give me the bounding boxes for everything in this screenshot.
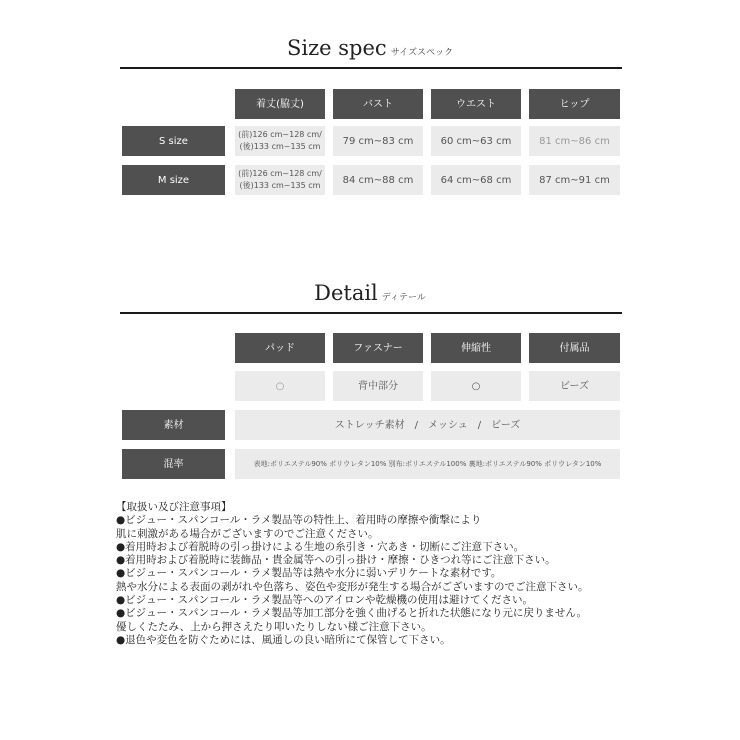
material-value: ストレッチ素材 / メッシュ / ビーズ <box>235 410 620 440</box>
pad-value: ○ <box>235 371 325 401</box>
s-length-back: (後)133 cm~135 cm <box>239 142 321 151</box>
m-length-back: (後)133 cm~135 cm <box>239 181 321 190</box>
care-note-line: ●ビジュー・スパンコール・ラメ製品等の特性上、着用時の摩擦や衝撃により <box>116 514 482 527</box>
header-length: 着丈(脇丈) <box>235 89 325 119</box>
care-note-line: ●ビジュー・スパンコール・ラメ製品等へのアイロンや乾燥機の使用は避けてください。 <box>116 594 533 607</box>
detail-title: Detail <box>314 281 378 305</box>
accessory-value: ビーズ <box>529 371 620 401</box>
care-note-line: 肌に刺激がある場合がございますのでご注意ください。 <box>116 527 379 540</box>
blend-value: 表地:ポリエステル90% ポリウレタン10% 別布:ポリエステル100% 裏地:ポリエステル90% ポリウレタン10% <box>235 449 620 479</box>
care-note-line: 熱や水分による表面の剥がれや色落ち、姿色や変形が発生する場合がございますのでご注意下さい。 <box>116 580 589 593</box>
detail-subtitle: ディテール <box>381 293 426 303</box>
care-note-line: ●着用時および着脱時に装飾品・貴金属等への引っ掛け・摩擦・ひきつれ等にご注意下さい。 <box>116 554 556 567</box>
row-label-s: S size <box>122 126 225 156</box>
material-label: 素材 <box>122 410 225 440</box>
header-pad: パッド <box>235 333 325 363</box>
m-length-front: (前)126 cm~128 cm/ <box>238 169 322 178</box>
zipper-value: 背中部分 <box>333 371 423 401</box>
care-notes <box>116 501 636 647</box>
header-zipper: ファスナー <box>333 333 423 363</box>
size-spec-subtitle: サイズスペック <box>390 48 453 58</box>
header-bust: バスト <box>333 89 423 119</box>
m-waist: 64 cm~68 cm <box>431 165 521 195</box>
s-waist: 60 cm~63 cm <box>431 126 521 156</box>
s-length-cell <box>235 126 325 156</box>
care-note-line: ●退色や変色を防ぐためには、風通しの良い暗所にて保管して下さい。 <box>116 633 451 646</box>
care-note-line: ●着用時および着脱時の引っ掛けによる生地の糸引き・穴あき・切断にご注意下さい。 <box>116 540 525 553</box>
blend-label: 混率 <box>122 449 225 479</box>
m-hip: 87 cm~91 cm <box>529 165 620 195</box>
care-note-heading: 【取扱い及び注意事項】 <box>116 501 232 513</box>
size-spec-divider <box>120 67 622 69</box>
s-hip: 81 cm~86 cm <box>529 126 620 156</box>
care-note-line: ●ビジュー・スパンコール・ラメ製品等は熱や水分に弱いデリケートな素材です。 <box>116 567 502 580</box>
row-label-m: M size <box>122 165 225 195</box>
m-bust: 84 cm~88 cm <box>333 165 423 195</box>
detail-heading <box>0 281 740 305</box>
header-accessory: 付属品 <box>529 333 620 363</box>
header-hip: ヒップ <box>529 89 620 119</box>
stretch-value: ○ <box>431 371 521 401</box>
detail-divider <box>120 312 622 314</box>
care-note-line: ●ビジュー・スパンコール・ラメ製品等加工部分を強く曲げると折れた状態になり元に戻りません。 <box>116 607 588 620</box>
size-spec-title: Size spec <box>287 36 387 60</box>
header-waist: ウエスト <box>431 89 521 119</box>
s-length-front: (前)126 cm~128 cm/ <box>238 130 322 139</box>
m-length-cell <box>235 165 325 195</box>
s-bust: 79 cm~83 cm <box>333 126 423 156</box>
header-stretch: 伸縮性 <box>431 333 521 363</box>
size-spec-heading <box>0 36 740 60</box>
care-note-line: 優しくたたみ、上から押さえたり叩いたりしない様ご注意下さい。 <box>116 620 432 633</box>
